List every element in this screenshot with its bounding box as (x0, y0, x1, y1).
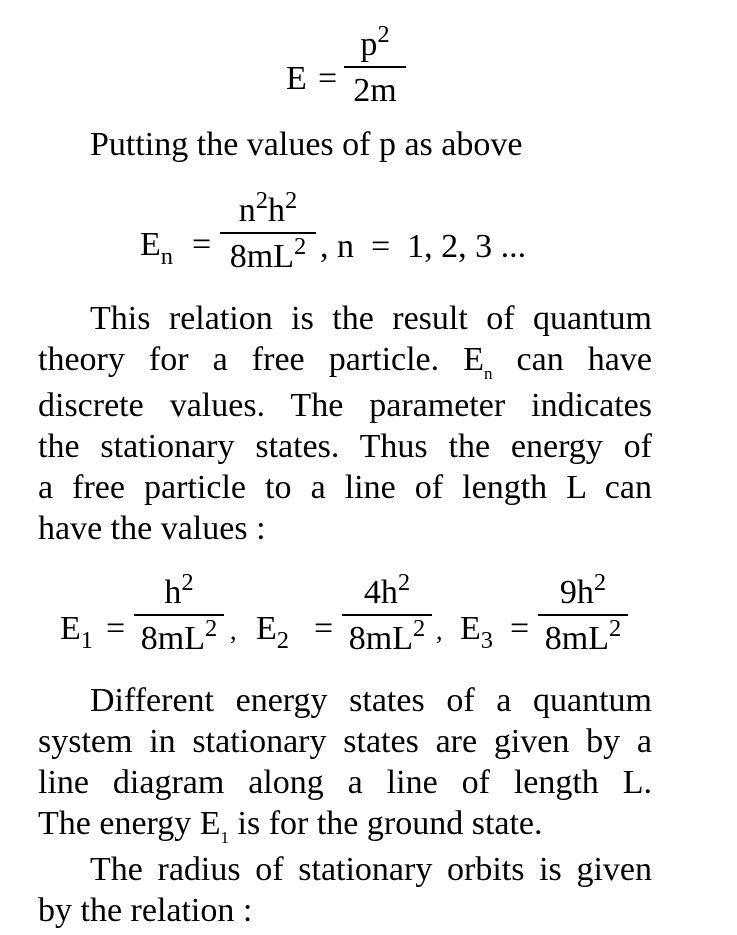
eq3-e2-lhs: $E_2$ (256, 610, 290, 654)
eq3-e2-equals: = (314, 610, 334, 647)
eq1-equals: = (318, 60, 338, 97)
eq3-e3-fraction (538, 568, 628, 657)
paragraph-energy-states: Different energy states of a quantum system in stationary states are given by a line diagram along a line of length L. The energy $E_1$ is for the ground state. The radius of stationary orbits is given by the relation : (38, 682, 652, 929)
eq3-e1-equals: = (106, 610, 126, 647)
eq1-fraction-bar (344, 66, 406, 68)
eq3-e2-numerator: $4h^2$ (363, 568, 411, 611)
eq2-fraction (220, 186, 316, 275)
eq3-e1-denominator: $8mL^2$ (140, 614, 218, 657)
eq3-e1-fraction (134, 568, 224, 657)
eq3-e2-denominator: $8mL^2$ (348, 614, 426, 657)
eq2-lhs: $E_n$ (140, 226, 174, 270)
eq1-numerator: $p^2$ (360, 20, 390, 63)
eq1-fraction (344, 20, 406, 109)
eq2-numerator: $n^2h^2$ (238, 186, 298, 229)
eq1-denominator: 2m (353, 72, 397, 109)
eq1-lhs: E (286, 60, 307, 97)
eq3-comma-1: , (230, 616, 237, 645)
eq2-n-values: , n = 1, 2, 3 ... (320, 228, 527, 265)
eq3-comma-2: , (436, 616, 443, 645)
eq3-e3-lhs: $E_3$ (460, 610, 494, 654)
eq3-e1-lhs: $E_1$ (60, 610, 94, 654)
eq3-e1-numerator: $h^2$ (164, 568, 194, 611)
text-putting-values: Putting the values of p as above (90, 126, 523, 163)
eq3-e3-denominator: $8mL^2$ (544, 614, 622, 657)
eq2-denominator: $8mL^2$ (229, 232, 307, 275)
eq3-e2-fraction (342, 568, 432, 657)
eq3-e3-equals: = (510, 610, 530, 647)
paragraph-quantum-theory: This relation is the result of quantum theory for a free particle. $E_n$ can have discrete values. The parameter indicates the stationary states. Thus the energy of a free particle to a line of length L can have the values : (38, 300, 652, 547)
eq2-equals: = (192, 226, 212, 263)
eq3-e3-numerator: $9h^2$ (559, 568, 607, 611)
